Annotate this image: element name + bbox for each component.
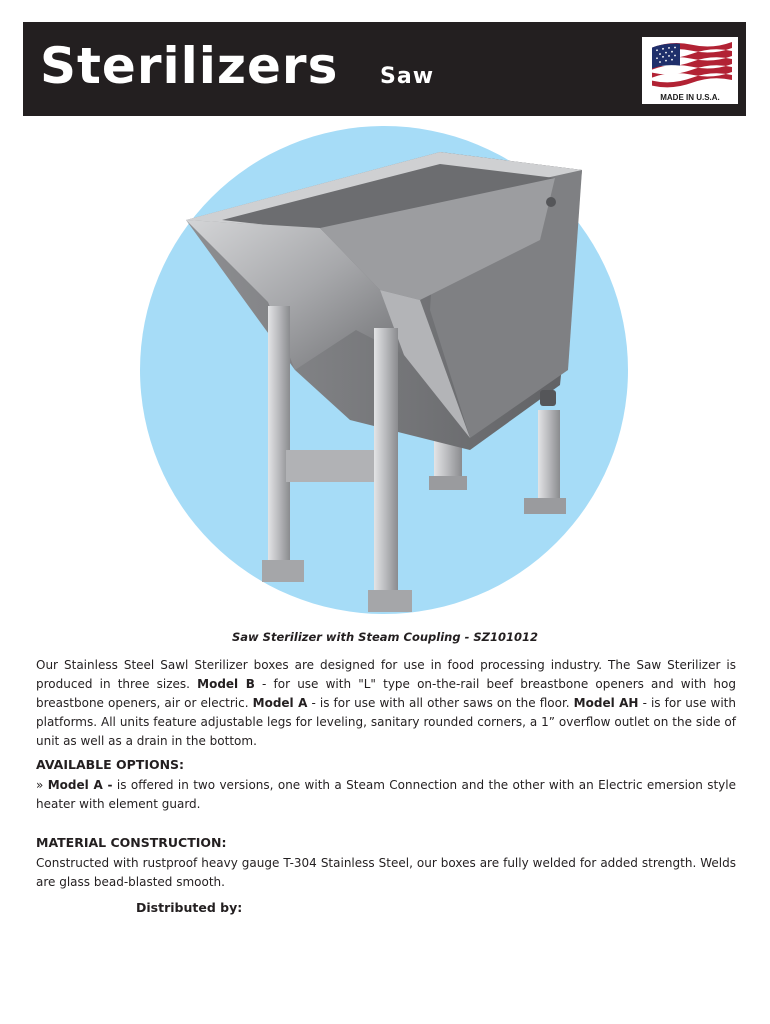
saw-sterilizer-image xyxy=(0,120,770,640)
us-flag-icon xyxy=(646,40,734,92)
options-model-label: Model A - xyxy=(47,778,113,792)
image-caption: Saw Sterilizer with Steam Coupling - SZ101012 xyxy=(232,630,538,644)
model-ah-label: Model AH xyxy=(573,696,639,710)
construction-heading: MATERIAL CONSTRUCTION: xyxy=(36,835,227,850)
construction-paragraph: Constructed with rustproof heavy gauge T-304 Stainless Steel, our boxes are fully welded for added strength. Welds are glass bead-blasted smooth. xyxy=(36,856,736,889)
model-b-label: Model B xyxy=(197,677,255,691)
model-ah-text: - is for use with platforms. All units feature adjustable legs for leveling, sanitary rounded corners, a 1” overflow outlet on the side of unit as well as a drain in the bottom. xyxy=(36,696,736,748)
description-intro: Our Stainless Steel Sawl Sterilizer boxes are designed for use in food processing industry. The Saw Sterilizer is produced in three sizes. xyxy=(36,658,736,691)
model-b-text: - for use with "L" type on-the-rail beef breastbone openers and with hog breastbone openers, air or electric. xyxy=(36,677,736,710)
page-title: Sterilizers xyxy=(40,37,339,95)
product-hero xyxy=(0,120,770,640)
description-paragraph xyxy=(36,656,736,751)
options-bullet: » xyxy=(36,778,48,792)
options-paragraph xyxy=(36,776,736,814)
made-in-usa-label: MADE IN U.S.A. xyxy=(660,93,720,102)
made-in-usa-badge xyxy=(642,37,738,104)
header-banner xyxy=(23,22,746,116)
options-heading: AVAILABLE OPTIONS: xyxy=(36,757,185,772)
model-a-text: - is for use with all other saws on the floor. xyxy=(307,696,574,710)
options-text: is offered in two versions, one with a Steam Connection and the other with an Electric emersion style heater with element guard. xyxy=(36,778,737,811)
model-a-label: Model A xyxy=(252,696,308,710)
distributed-by-label: Distributed by: xyxy=(136,900,243,915)
page-subtitle: Saw xyxy=(380,64,435,89)
